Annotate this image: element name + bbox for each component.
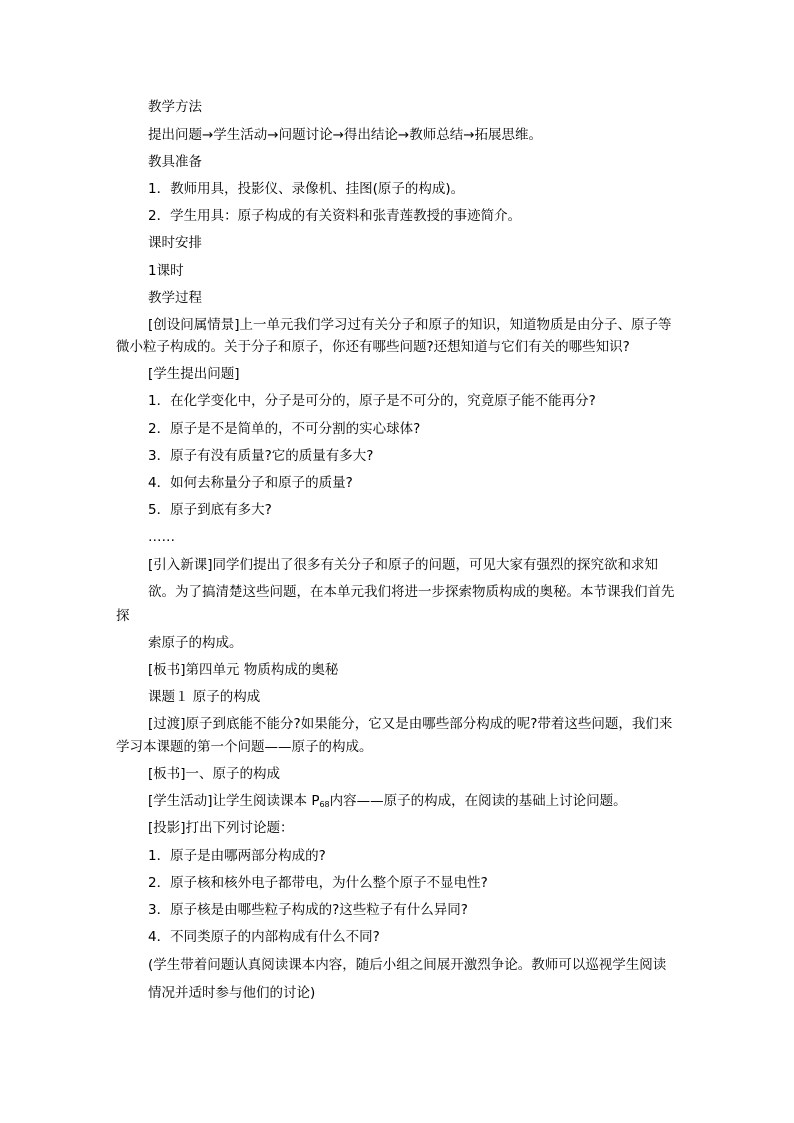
- page-subscript: 68: [319, 800, 330, 809]
- question-item: 4．如何去称量分子和原子的质量?: [148, 475, 353, 491]
- discussion-item: 4．不同类原子的内部构成有什么不同?: [148, 929, 380, 945]
- student-activity-text-end: 内容——原子的构成，在阅读的基础上讨论问题。: [329, 793, 627, 809]
- aids-item-1: 1．教师用具，投影仪、录像机、挂图(原子的构成)。: [148, 181, 465, 197]
- discussion-item: 1．原子是由哪两部分构成的?: [148, 848, 326, 864]
- schedule-text: 1课时: [148, 263, 184, 279]
- heading-teaching-aids: 教具准备: [148, 154, 202, 170]
- question-item: 5．原子到底有多大?: [148, 502, 272, 518]
- paragraph-line: 情况并适时参与他们的讨论): [148, 985, 316, 1001]
- board-writing: [板书]第四单元 物质构成的奥秘: [148, 662, 339, 678]
- discussion-item: 2．原子核和核外电子都带电，为什么整个原子不显电性?: [148, 875, 488, 891]
- paragraph-line: 欲。为了搞清楚这些问题，在本单元我们将进一步探索物质构成的奥秘。本节课我们首先: [148, 584, 675, 600]
- paragraph-line: [引入新课]同学们提出了很多有关分子和原子的问题，可见大家有强烈的探究欲和求知: [148, 557, 659, 573]
- question-item: 2．原子是不是简单的，不可分割的实心球体?: [148, 421, 421, 437]
- paragraph-line: [过渡]原子到底能不能分?如果能分，它又是由哪些部分构成的呢?带着这些问题，我们来: [148, 716, 673, 732]
- paragraph-line: 索原子的构成。: [148, 635, 243, 651]
- heading-teaching-process: 教学过程: [148, 290, 202, 306]
- heading-schedule: 课时安排: [148, 235, 202, 251]
- discussion-item: 3．原子核是由哪些粒子构成的?这些粒子有什么异同?: [148, 902, 468, 918]
- section-label: [学生提出问题]: [148, 366, 240, 382]
- student-activity-line: [148, 791, 627, 815]
- question-item: 3．原子有没有质量?它的质量有多大?: [148, 448, 374, 464]
- teaching-method-text: 提出问题→学生活动→问题讨论→得出结论→教师总结→拓展思维。: [148, 127, 543, 143]
- paragraph-line: (学生带着问题认真阅读课本内容，随后小组之间展开激烈争论。教师可以巡视学生阅读: [148, 957, 667, 973]
- ellipsis: ……: [148, 529, 175, 545]
- heading-teaching-method: 教学方法: [148, 99, 202, 115]
- board-writing: [板书]一、原子的构成: [148, 766, 281, 782]
- aids-item-2: 2．学生用具：原子构成的有关资料和张青莲教授的事迹简介。: [148, 208, 522, 224]
- paragraph-line: [创设问属情景]上一单元我们学习过有关分子和原子的知识，知道物质是由分子、原子等: [148, 317, 672, 333]
- paragraph-line: 探: [116, 608, 130, 624]
- paragraph-line: 微小粒子构成的。关于分子和原子，你还有哪些问题?还想知道与它们有关的哪些知识?: [116, 339, 630, 355]
- paragraph-line: 学习本课题的第一个问题——原子的构成。: [116, 739, 373, 755]
- lesson-title: 课题１ 原子的构成: [148, 689, 261, 705]
- projection-label: [投影]打出下列讨论题：: [148, 820, 294, 836]
- student-activity-text: [学生活动]让学生阅读课本 P: [148, 793, 320, 809]
- question-item: 1．在化学变化中，分子是可分的，原子是不可分的，究竟原子能不能再分?: [148, 393, 596, 409]
